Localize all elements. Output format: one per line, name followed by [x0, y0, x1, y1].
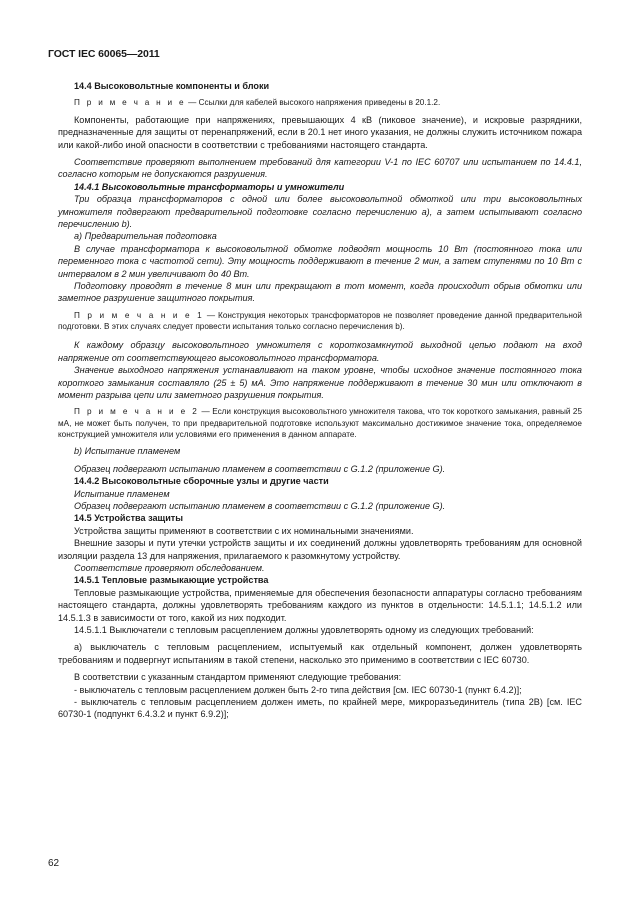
note-label: П р и м е ч а н и е 2	[74, 407, 200, 417]
heading-14-4-1: 14.4.1 Высоковольтные трансформаторы и умножители	[74, 181, 345, 192]
paragraph-compliance: Соответствие проверяют обследованием.	[74, 562, 265, 573]
list-item-dash: - выключатель с тепловым расцеплением должен иметь, по крайней мере, микроразъединитель (типа 2B) [см. IEC 60730-1 (подпункт 6.4.3.2 и пункт 6.9.2)];	[58, 697, 582, 720]
paragraph: Значение выходного напряжения устанавливают на таком уровне, чтобы исходное значение постоянного тока короткого замыкания составляло (25 ± 5) мА. Это напряжение поддерживают в течение 30 мин или отключают в момент разрыва цепи или заметного разрушения покрытия.	[58, 365, 582, 401]
list-item-a: a) Предварительная подготовка	[74, 231, 217, 242]
paragraph: В соответствии с указанным стандартом применяют следующие требования:	[74, 672, 402, 683]
page-body	[58, 80, 582, 721]
paragraph: Образец подвергают испытанию пламенем в соответствии с G.1.2 (приложение G).	[74, 463, 446, 474]
paragraph: Испытание пламенем	[74, 488, 170, 499]
paragraph: Компоненты, работающие при напряжениях, превышающих 4 кВ (пиковое значение), и искровые разрядники, предназначенные для защиты от перенапряжений, если в 20.1 нет иного указания, не должны служить источником пожара или какой-либо иной опасности в соответствии с требованиями настоящего стандарта.	[58, 114, 582, 150]
paragraph: Устройства защиты применяют в соответствии с их номинальными значениями.	[74, 525, 414, 536]
note-text: — Если конструкция высоковольтного умножителя такова, что ток короткого замыкания, равный 25 мА, не может быть получен, то при предварительной подготовке используют максимально достижимое значение тока, определяемое конструкцией умножителя или условиями его применения в данном аппарате.	[58, 407, 583, 440]
paragraph: Подготовку проводят в течение 8 мин или прекращают в тот момент, когда происходит обрыв обмотки или заметное разрушение защитного покрытия.	[58, 280, 582, 304]
heading-14-5-1: 14.5.1 Тепловые размыкающие устройства	[74, 575, 269, 586]
paragraph: Внешние зазоры и пути утечки устройств защиты и их соединений должны удовлетворять требованиям для основной изоляции раздела 13 для напряжения, прилагаемого к разомкнутому устройству.	[58, 538, 582, 561]
paragraph: К каждому образцу высоковольтного умножителя с короткозамкнутой выходной цепью подают на вход напряжение от соответствующего высоковольтного трансформатора.	[58, 340, 582, 363]
paragraph: 14.5.1.1 Выключатели с тепловым расцеплением должны удовлетворять одному из следующих требований:	[74, 625, 534, 635]
note-label: П р и м е ч а н и е	[74, 98, 186, 108]
note-label: П р и м е ч а н и е 1	[74, 310, 204, 320]
heading-14-4-2: 14.4.2 Высоковольтные сборочные узлы и другие части	[74, 476, 329, 487]
heading-14-5: 14.5 Устройства защиты	[74, 513, 184, 524]
note-text: — Ссылки для кабелей высокого напряжения приведены в 20.1.2.	[185, 98, 441, 108]
list-item-b: b) Испытание пламенем	[74, 446, 181, 457]
page-number: 62	[48, 858, 60, 869]
note-2	[58, 406, 582, 440]
paragraph: Образец подвергают испытанию пламенем в соответствии с G.1.2 (приложение G).	[74, 500, 446, 511]
note-1	[58, 310, 582, 333]
heading-14-4: 14.4 Высоковольтные компоненты и блоки	[74, 81, 270, 91]
paragraph: Тепловые размыкающие устройства, применяемые для обеспечения безопасности аппаратуры согласно требованиям настоящего стандарта, должны удовлетворять требованиям каждого из пунктов в отдельности: 14.5.1.1; 14.5.1.2 или 14.5.1.3 в зависимости от того, какой из них подходит.	[58, 587, 582, 623]
list-item-dash: - выключатель с тепловым расцеплением должен быть 2-го типа действия [см. IEC 60730-1 (пункт 6.4.2)];	[74, 684, 522, 695]
note-cables	[58, 97, 582, 108]
list-item-a: a) выключатель с тепловым расцеплением, испытуемый как отдельный компонент, должен удовлетворять требованиям и подвергнут испытаниям в такой степени, насколько это применимо в соответствии с IEC 60730.	[58, 642, 582, 665]
paragraph: Три образца трансформаторов с одной или более высоковольтной обмоткой или три высоковольтных умножителя подвергают предварительной подготовке согласно перечислению a), а затем испытывают согласно перечислению b).	[58, 194, 582, 229]
paragraph: В случае трансформатора к высоковольтной обмотке подводят мощность 10 Вт (постоянного тока или переменного тока с частотой сети). Эту мощность поддерживают в течение 2 мин, а затем ступенями по 10 Вт с интервалом в 2 мин увеличивают до 40 Вт.	[58, 243, 582, 279]
running-header: ГОСТ IEC 60065—2011	[48, 48, 160, 60]
note-text: — Конструкция некоторых трансформаторов не позволяет проведение данной предварительной подготовки. В этих случаях следует провести испытания только согласно перечисления b).	[58, 310, 582, 332]
paragraph-compliance: Соответствие проверяют выполнением требований для категории V-1 по IEC 60707 или испытанием по 14.4.1, согласно которым не допускаются разрушения.	[58, 156, 582, 180]
